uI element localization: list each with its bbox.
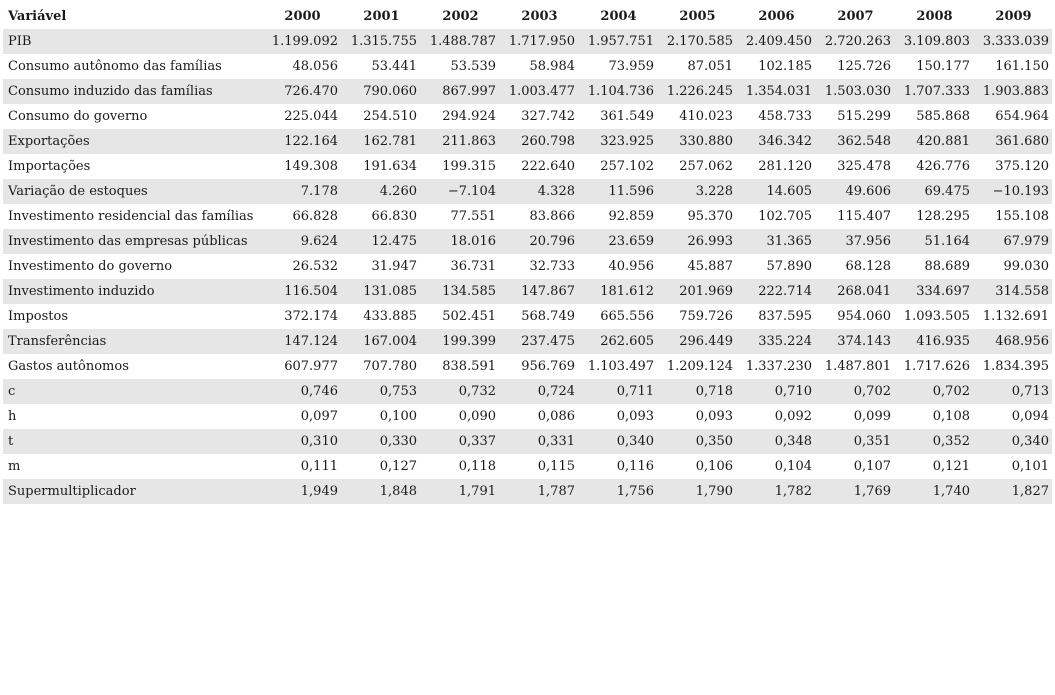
table-cell: 128.295 [894,204,973,229]
table-cell: 296.449 [657,329,736,354]
table-cell: 9.624 [262,229,341,254]
table-cell: 0,093 [657,404,736,429]
table-cell: 31.947 [341,254,420,279]
table-cell: 362.548 [815,129,894,154]
table-cell: 375.120 [973,154,1052,179]
table-cell: 1.487.801 [815,354,894,379]
row-label: Consumo do governo [3,104,262,129]
table-cell: 12.475 [341,229,420,254]
table-cell: 314.558 [973,279,1052,304]
table-row [3,204,1052,229]
table-cell: 0,348 [736,429,815,454]
table-cell: 125.726 [815,54,894,79]
table-cell: 1.337.230 [736,354,815,379]
header-year: 2003 [521,9,558,24]
table-cell: 36.731 [420,254,499,279]
table-cell: 116.504 [262,279,341,304]
table-cell: 149.308 [262,154,341,179]
table-cell: 0,118 [420,454,499,479]
table-cell: 1,756 [578,479,657,504]
header-year: 2004 [600,9,637,24]
table-cell: 0,106 [657,454,736,479]
table-cell: 568.749 [499,304,578,329]
table-row [3,29,1052,54]
table-cell: 433.885 [341,304,420,329]
table-cell: −7.104 [420,179,499,204]
table-cell: 53.441 [341,54,420,79]
table-row [3,179,1052,204]
table-cell: 0,115 [499,454,578,479]
table-cell: 20.796 [499,229,578,254]
table-cell: 458.733 [736,104,815,129]
header-year: 2005 [679,9,716,24]
table-cell: 0,086 [499,404,578,429]
table-cell: 131.085 [341,279,420,304]
table-row [3,304,1052,329]
table-cell: 66.830 [341,204,420,229]
table-cell: 0,093 [578,404,657,429]
table-cell: 88.689 [894,254,973,279]
table-cell: 0,350 [657,429,736,454]
table-row [3,429,1052,454]
table-cell: 26.993 [657,229,736,254]
table-cell: 147.124 [262,329,341,354]
row-label: h [3,404,262,429]
table-row [3,404,1052,429]
table-cell: 1,740 [894,479,973,504]
table-cell: 654.964 [973,104,1052,129]
row-label: c [3,379,262,404]
row-label: Investimento induzido [3,279,262,304]
table-row [3,229,1052,254]
table-cell: 181.612 [578,279,657,304]
table-cell: 1.003.477 [499,79,578,104]
table-cell: 1,848 [341,479,420,504]
table-cell: 323.925 [578,129,657,154]
table-cell: 0,107 [815,454,894,479]
row-label: Consumo autônomo das famílias [3,54,262,79]
table-cell: 222.714 [736,279,815,304]
table-cell: 0,711 [578,379,657,404]
table-cell: 410.023 [657,104,736,129]
header-row [3,4,1052,29]
table-cell: 0,340 [578,429,657,454]
table-cell: 268.041 [815,279,894,304]
table-cell: 68.128 [815,254,894,279]
table-cell: 1.707.333 [894,79,973,104]
row-label: Investimento das empresas públicas [3,229,262,254]
table-cell: 1,769 [815,479,894,504]
table-cell: 51.164 [894,229,973,254]
table-cell: 222.640 [499,154,578,179]
table-cell: 162.781 [341,129,420,154]
table-cell: 134.585 [420,279,499,304]
table-cell: 0,702 [815,379,894,404]
table-cell: 40.956 [578,254,657,279]
table-cell: 0,331 [499,429,578,454]
table-cell: 867.997 [420,79,499,104]
table-cell: 0,310 [262,429,341,454]
table-cell: 95.370 [657,204,736,229]
row-label: t [3,429,262,454]
row-label: Investimento do governo [3,254,262,279]
table-cell: 334.697 [894,279,973,304]
table-cell: 257.102 [578,154,657,179]
table-row [3,454,1052,479]
table-cell: 4.260 [341,179,420,204]
table-cell: 3.333.039 [973,29,1052,54]
table-cell: 956.769 [499,354,578,379]
row-label: m [3,454,262,479]
table-body [3,29,1052,504]
table-cell: 0,090 [420,404,499,429]
table-cell: 1,782 [736,479,815,504]
row-label: Impostos [3,304,262,329]
table-cell: 191.634 [341,154,420,179]
table-cell: 18.016 [420,229,499,254]
table-cell: 0,352 [894,429,973,454]
table-cell: 1.957.751 [578,29,657,54]
table-row [3,129,1052,154]
table-cell: −10.193 [973,179,1052,204]
table-cell: 0,713 [973,379,1052,404]
table-cell: 0,746 [262,379,341,404]
table-cell: 361.680 [973,129,1052,154]
table-cell: 0,092 [736,404,815,429]
table-cell: 361.549 [578,104,657,129]
table-cell: 1.354.031 [736,79,815,104]
table-cell: 237.475 [499,329,578,354]
table-cell: 26.532 [262,254,341,279]
table-cell: 1.717.950 [499,29,578,54]
table-cell: 102.705 [736,204,815,229]
header-year: 2008 [916,9,953,24]
table-cell: 67.979 [973,229,1052,254]
table-cell: 14.605 [736,179,815,204]
table-cell: 147.867 [499,279,578,304]
table-cell: 790.060 [341,79,420,104]
table-cell: 199.315 [420,154,499,179]
table-cell: 502.451 [420,304,499,329]
table-cell: 426.776 [894,154,973,179]
table-row [3,254,1052,279]
table-cell: 31.365 [736,229,815,254]
table-row [3,379,1052,404]
table-cell: 0,097 [262,404,341,429]
table-cell: 585.868 [894,104,973,129]
table-cell: 102.185 [736,54,815,79]
table-cell: 1,791 [420,479,499,504]
table-cell: 0,337 [420,429,499,454]
table-cell: 4.328 [499,179,578,204]
table-cell: 77.551 [420,204,499,229]
table-row [3,479,1052,504]
table-cell: 325.478 [815,154,894,179]
table-cell: 83.866 [499,204,578,229]
table-cell: 0,094 [973,404,1052,429]
table-cell: 11.596 [578,179,657,204]
table-cell: 1.903.883 [973,79,1052,104]
table-cell: 155.108 [973,204,1052,229]
table-row [3,79,1052,104]
header-year: 2001 [363,9,400,24]
row-label: Gastos autônomos [3,354,262,379]
table-cell: 954.060 [815,304,894,329]
table-header [3,4,1052,29]
table-cell: 199.399 [420,329,499,354]
table-cell: 416.935 [894,329,973,354]
table-cell: 1.834.395 [973,354,1052,379]
table-cell: 225.044 [262,104,341,129]
table-cell: 45.887 [657,254,736,279]
row-label: Investimento residencial das famílias [3,204,262,229]
table-cell: 0,732 [420,379,499,404]
row-label: Variação de estoques [3,179,262,204]
table-cell: 1.199.092 [262,29,341,54]
table-cell: 0,121 [894,454,973,479]
table-row [3,354,1052,379]
table-cell: 1.132.691 [973,304,1052,329]
table-cell: 0,718 [657,379,736,404]
table-cell: 7.178 [262,179,341,204]
table-cell: 211.863 [420,129,499,154]
table-cell: 254.510 [341,104,420,129]
header-variable: Variável [8,9,67,24]
table-cell: 1.488.787 [420,29,499,54]
table-cell: 201.969 [657,279,736,304]
table-cell: 87.051 [657,54,736,79]
table-cell: 2.170.585 [657,29,736,54]
table-cell: 49.606 [815,179,894,204]
row-label: PIB [3,29,262,54]
header-year: 2007 [837,9,874,24]
table-cell: 161.150 [973,54,1052,79]
table-cell: 515.299 [815,104,894,129]
table-cell: 92.859 [578,204,657,229]
row-label: Supermultiplicador [3,479,262,504]
table-cell: 726.470 [262,79,341,104]
table-cell: 0,330 [341,429,420,454]
table-cell: 1.103.497 [578,354,657,379]
table-cell: 759.726 [657,304,736,329]
table-cell: 150.177 [894,54,973,79]
table-cell: 167.004 [341,329,420,354]
table-cell: 2.409.450 [736,29,815,54]
table-cell: 58.984 [499,54,578,79]
table-cell: 1.104.736 [578,79,657,104]
table-row [3,154,1052,179]
table-cell: 122.164 [262,129,341,154]
table-cell: 0,111 [262,454,341,479]
table-row [3,279,1052,304]
table-cell: 2.720.263 [815,29,894,54]
header-year: 2002 [442,9,479,24]
table-cell: 23.659 [578,229,657,254]
header-year: 2006 [758,9,795,24]
table-cell: 0,710 [736,379,815,404]
table-cell: 420.881 [894,129,973,154]
table-cell: 1,827 [973,479,1052,504]
table-cell: 260.798 [499,129,578,154]
table-cell: 1,790 [657,479,736,504]
table-cell: 66.828 [262,204,341,229]
header-year: 2000 [284,9,321,24]
table-cell: 0,753 [341,379,420,404]
table-cell: 468.956 [973,329,1052,354]
table-cell: 37.956 [815,229,894,254]
table-cell: 0,340 [973,429,1052,454]
table-cell: 69.475 [894,179,973,204]
table-cell: 1.717.626 [894,354,973,379]
table-row [3,54,1052,79]
row-label: Transferências [3,329,262,354]
table-cell: 281.120 [736,154,815,179]
table-cell: 32.733 [499,254,578,279]
table-cell: 0,116 [578,454,657,479]
table-cell: 374.143 [815,329,894,354]
table-cell: 257.062 [657,154,736,179]
table-cell: 1.226.245 [657,79,736,104]
table-cell: 57.890 [736,254,815,279]
table-cell: 0,724 [499,379,578,404]
table-cell: 330.880 [657,129,736,154]
macro-data-table [3,4,1052,504]
table-cell: 346.342 [736,129,815,154]
table-cell: 48.056 [262,54,341,79]
table-cell: 607.977 [262,354,341,379]
table-cell: 1.093.505 [894,304,973,329]
table-cell: 115.407 [815,204,894,229]
table-cell: 1,787 [499,479,578,504]
table-cell: 838.591 [420,354,499,379]
table-cell: 372.174 [262,304,341,329]
table-cell: 0,351 [815,429,894,454]
table-cell: 0,127 [341,454,420,479]
table-cell: 294.924 [420,104,499,129]
table-row [3,104,1052,129]
table-cell: 335.224 [736,329,815,354]
table-cell: 73.959 [578,54,657,79]
table-cell: 262.605 [578,329,657,354]
table-cell: 1.315.755 [341,29,420,54]
table-cell: 0,100 [341,404,420,429]
table-cell: 1.503.030 [815,79,894,104]
table-row [3,329,1052,354]
table-cell: 0,101 [973,454,1052,479]
table-cell: 1,949 [262,479,341,504]
table-cell: 327.742 [499,104,578,129]
data-table-container [3,4,1052,504]
table-cell: 707.780 [341,354,420,379]
table-cell: 0,702 [894,379,973,404]
table-cell: 665.556 [578,304,657,329]
table-cell: 0,099 [815,404,894,429]
table-cell: 0,104 [736,454,815,479]
header-year: 2009 [995,9,1032,24]
table-cell: 3.109.803 [894,29,973,54]
row-label: Consumo induzido das famílias [3,79,262,104]
table-cell: 0,108 [894,404,973,429]
table-cell: 837.595 [736,304,815,329]
row-label: Importações [3,154,262,179]
table-cell: 53.539 [420,54,499,79]
table-cell: 1.209.124 [657,354,736,379]
table-cell: 99.030 [973,254,1052,279]
table-cell: 3.228 [657,179,736,204]
row-label: Exportações [3,129,262,154]
